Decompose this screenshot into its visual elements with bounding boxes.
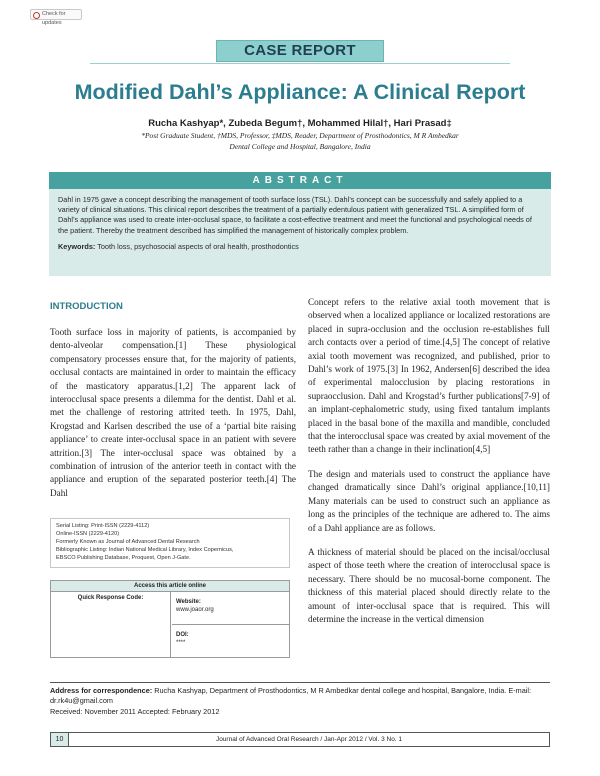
case-report-banner: CASE REPORT [216, 40, 384, 62]
page-number: 10 [51, 733, 69, 746]
serial-line-5: EBSCO Publishing Database, Proquest, Open J-Gate. [56, 555, 191, 561]
website-link[interactable]: www.joaor.org [176, 607, 214, 613]
footer-divider [50, 682, 550, 683]
right-paragraph-3: A thickness of material should be placed on the incisal/occlusal aspect of those teeth where the creation of interocclusal space is necessary. There should be no mucosal-borne component. The thickness of this material placed should directly relate to the amount of inter-occlusal space that is required. This will determine the increase in the vertical dimension [308, 546, 550, 624]
keywords [49, 236, 551, 252]
website-row [172, 592, 289, 624]
correspondence-text: Rucha Kashyap, Department of Prosthodontics, M R Ambedkar dental college and hospital, Bangalore, India. E-mail: dr.rk4u@gmail.com [50, 686, 532, 706]
qr-code-cell [51, 592, 171, 657]
abstract-box [49, 172, 551, 276]
right-paragraph-1: Concept refers to the relative axial tooth movement that is observed when a localized appliance or localized restorations are placed in supra-occlusion and the occlusion re-establishes full arch contacts over a period of time.[4,5] The concept of relative axial tooth movement was recognized, and published, prior to Dahl’s work of 1975.[3] In 1962, Andersen[6] described the idea of experimental malocclusion by placing restorations in supraocclusion. Dahl and Krogstad’s further publications[7-9] of an implant-cephalometric study, using fixed tantalum implants placed in the basal bone of the maxilla and mandible, concluded that the interocclusal space was created by axial movement of the teeth rather than a change in their inclination[4,5] [308, 297, 550, 455]
affiliation [90, 131, 510, 152]
affiliation-line-1: *Post Graduate Student, †MDS, Professor, ‡MDS, Reader, Department of Prosthodontics, M R Ambedkar [141, 131, 459, 140]
check-for-updates-badge[interactable] [30, 9, 82, 26]
serial-line-2: Online-ISSN (2229-4120) [56, 531, 120, 537]
website-label: Website: [176, 599, 201, 605]
abstract-heading: ABSTRACT [49, 172, 551, 189]
affiliation-line-2: Dental College and Hospital, Bangalore, India [229, 141, 371, 151]
serial-line-3: Formerly Known as Journal of Advanced Dental Research [56, 539, 200, 545]
qr-code-label: Quick Response Code: [77, 595, 144, 601]
check-updates-label: Check for updates [42, 11, 66, 26]
access-online-box [50, 580, 290, 658]
received-accepted: Received: November 2011 Accepted: February 2012 [50, 706, 220, 716]
check-updates-icon [33, 12, 40, 19]
correspondence-label: Address for correspondence: [50, 686, 153, 695]
keywords-text: Tooth loss, psychosocial aspects of oral health, prosthodontics [97, 241, 299, 251]
doi-label: DOI: [176, 632, 189, 638]
journal-citation: Journal of Advanced Oral Research / Jan-Apr 2012 / Vol. 3 No. 1 [215, 736, 403, 743]
keywords-label: Keywords: [58, 241, 96, 251]
introduction-heading: INTRODUCTION [50, 301, 123, 312]
header-divider [90, 63, 510, 64]
correspondence [50, 686, 550, 717]
serial-line-4: Bibliographic Listing: Indian National Medical Library, Index Copernicus, [56, 547, 234, 553]
introduction-paragraph-1: Tooth surface loss in majority of patients, is accompanied by dento-alveolar compensation.[1] These physiological compensatory processes ensure that, for the majority of patients, occlusal contacts are maintained in order to maintain the efficacy of the masticatory apparatus.[1,2] The apparent lack of interocclusal space presents a dilemma for the dentist. Dahl et al. met the challenge of restoring attrited teeth. In 1975, Dahl, Krogstad and Karlsen described the use of a ‘partial bite raising appliance’ to create inter-occlusal space in an patient with severe attrition.[3] The inter-occlusal space was obtained by a combination of intrusion of the anterior teeth in contact with the appliance and eruption of the separated posterior teeth.[4] The Dahl [50, 327, 296, 498]
right-column [308, 296, 550, 626]
page-footer [50, 732, 550, 747]
article-title: Modified Dahl’s Appliance: A Clinical Report [74, 80, 526, 104]
left-column [50, 296, 296, 500]
access-heading: Access this article online [51, 581, 289, 592]
serial-listing-box [50, 518, 290, 568]
doi-row [172, 624, 289, 656]
serial-line-1: Serial Listing: Print-ISSN (2229-4112) [56, 523, 150, 529]
author-list: Rucha Kashyap*, Zubeda Begum†, Mohammed Hilal†, Hari Prasad‡ [148, 118, 452, 129]
doi-value: **** [176, 640, 186, 646]
abstract-text: Dahl in 1975 gave a concept describing the management of tooth surface loss (TSL). Dahl’s concept can be successfully and safely applied to a variety of clinical situations. This clinical report describes the treatment of a partially edentulous patient with generalized TSL. A simplified form of Dahl’s appliance was used to create inter-occlusal space, to facilitate a cost-effective treatment and meet the functional and psychological needs of the patient. Thereby the treatment described has simplified the management of historically complex problem. [58, 195, 532, 235]
right-paragraph-2: The design and materials used to construct the appliance have changed dramatically since Dahl’s original appliance.[10,11] Many materials can be used to construct such an appliance as long as the principles of the technique are adhered to. The aims of a Dahl appliance are as follows. [308, 468, 550, 533]
